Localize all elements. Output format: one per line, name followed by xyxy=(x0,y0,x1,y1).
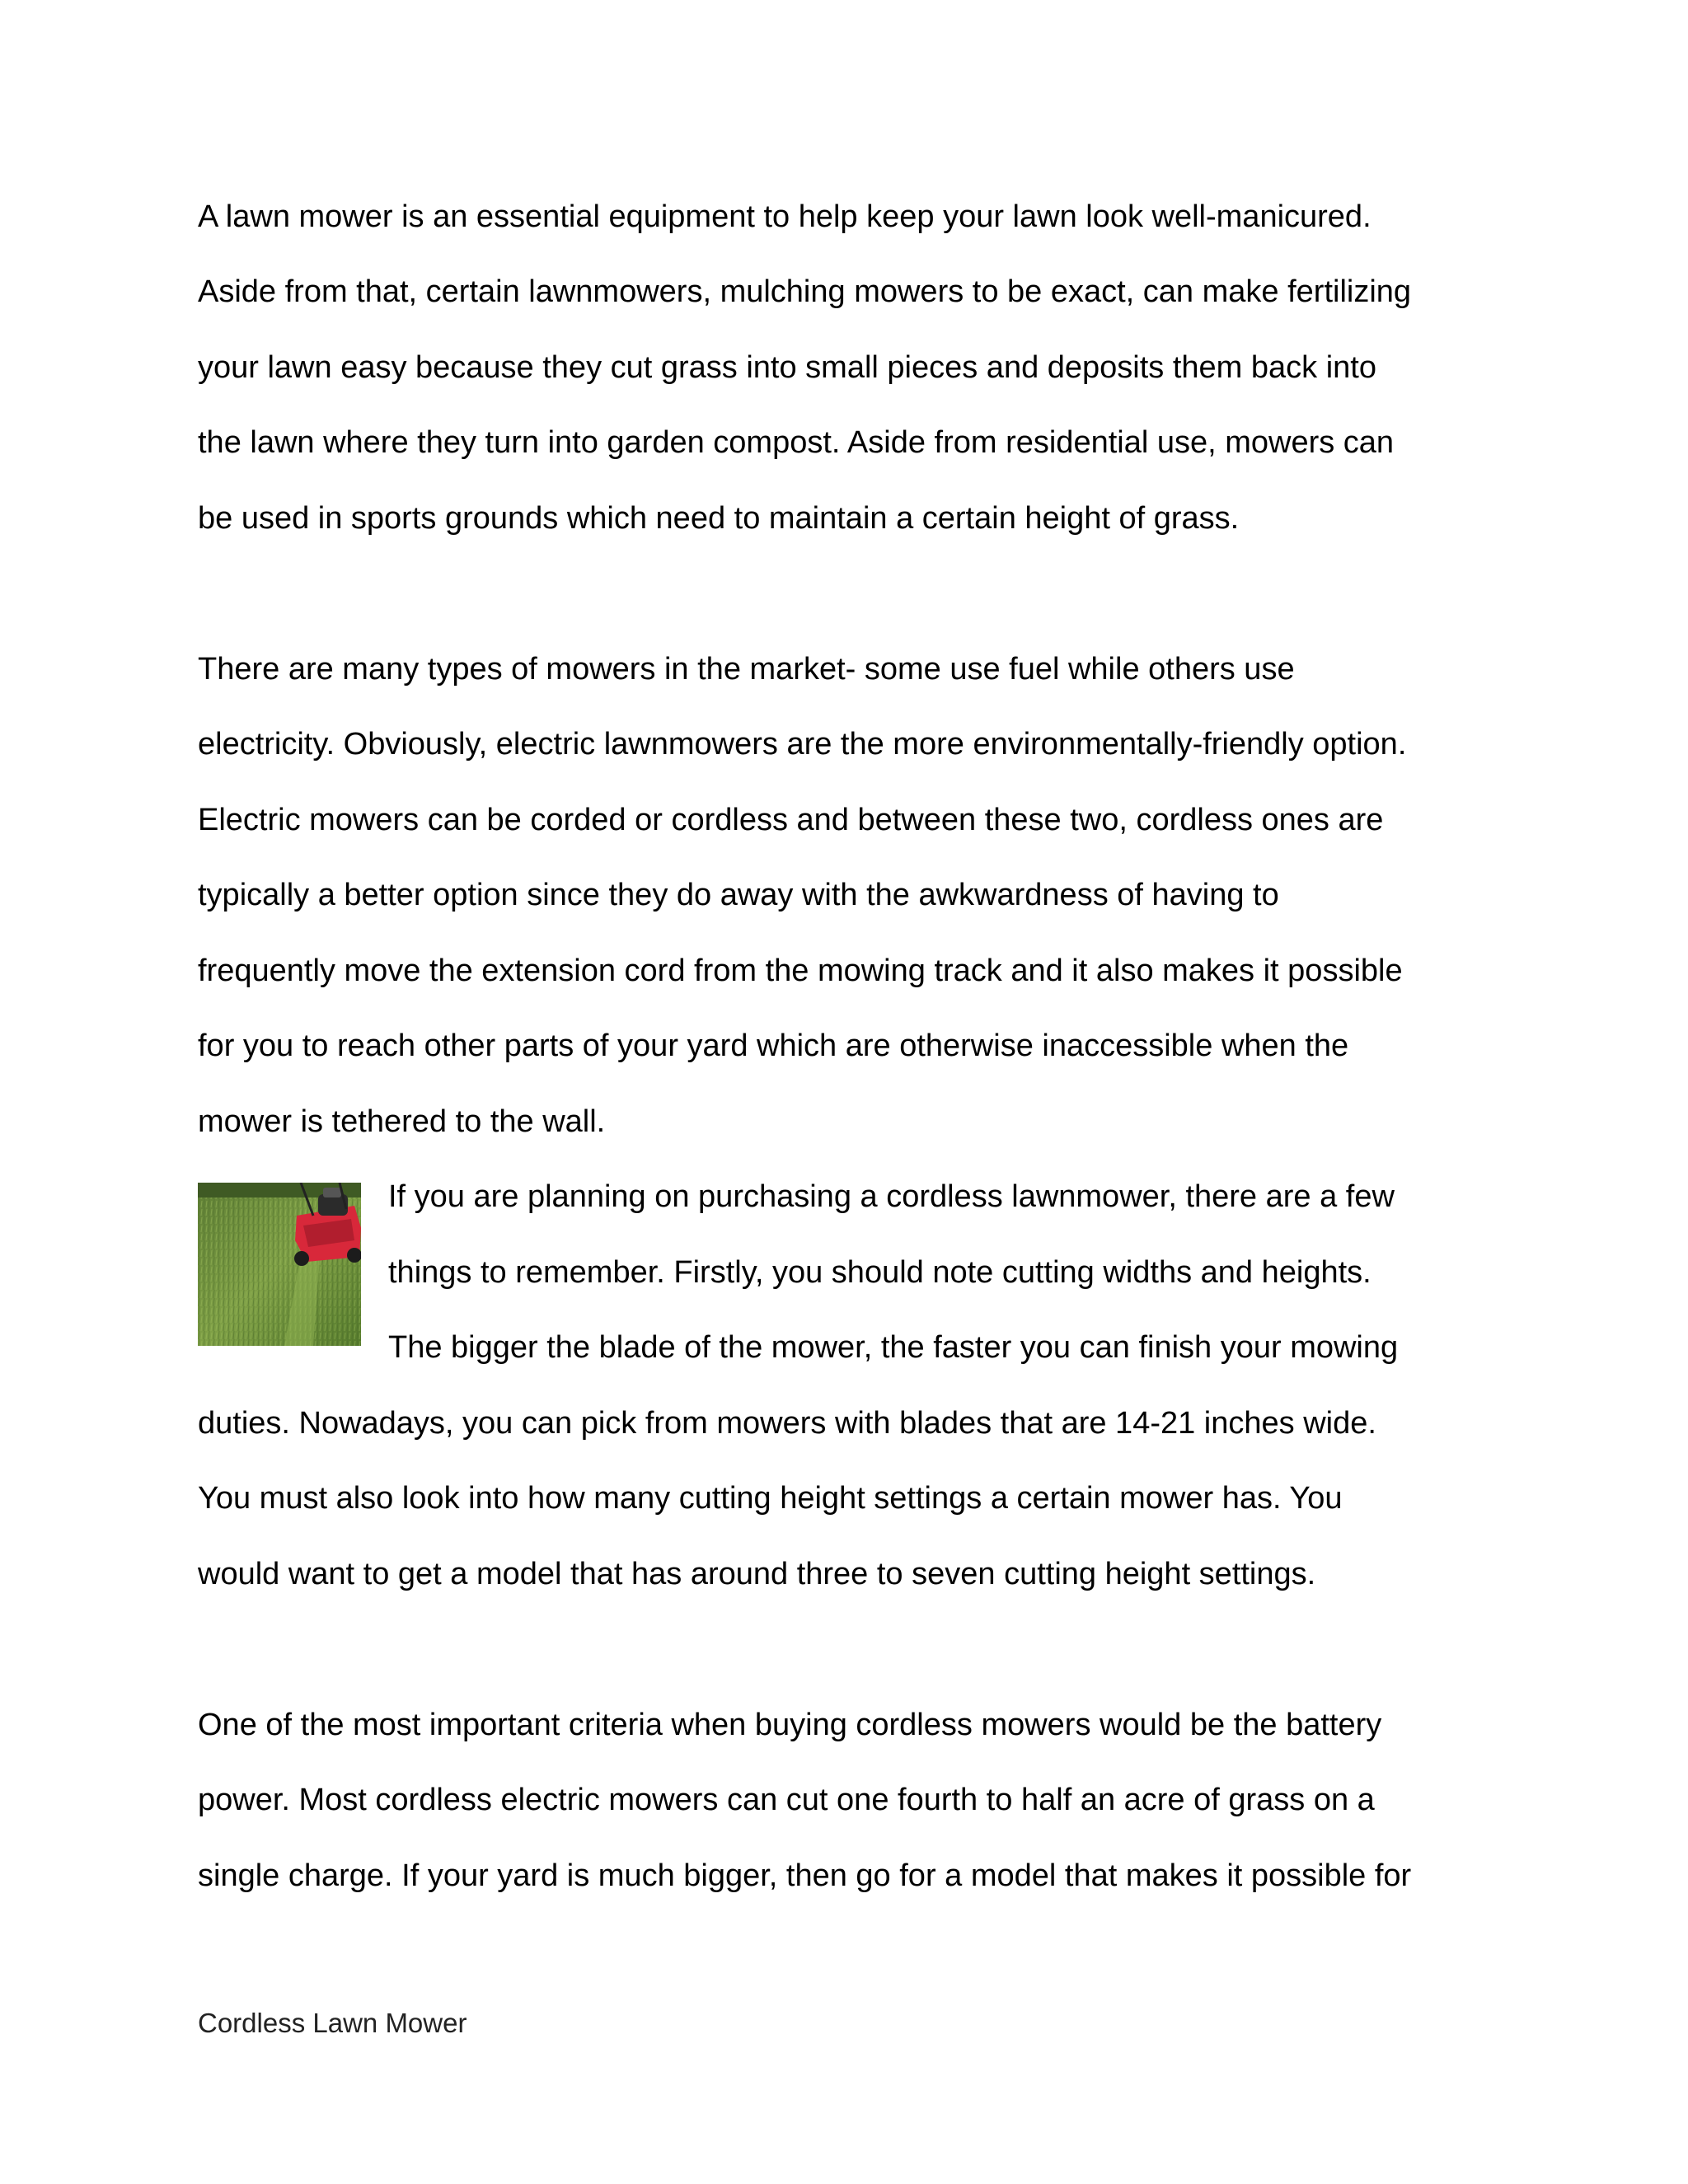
text-line: Aside from that, certain lawnmowers, mulching mowers to be exact, can make fertilizing xyxy=(198,274,1412,309)
text-line: You must also look into how many cutting height settings a certain mower has. You xyxy=(198,1481,1343,1516)
text-line: be used in sports grounds which need to maintain a certain height of grass. xyxy=(198,501,1240,536)
text-line: things to remember. Firstly, you should note cutting widths and heights. xyxy=(388,1255,1372,1290)
text-line: A lawn mower is an essential equipment to help keep your lawn look well-manicured. xyxy=(198,199,1372,234)
text-line: would want to get a model that has around three to seven cutting height settings. xyxy=(198,1557,1316,1591)
text-line: duties. Nowadays, you can pick from mowers with blades that are 14-21 inches wide. xyxy=(198,1406,1376,1441)
text-line: for you to reach other parts of your yard which are otherwise inaccessible when the xyxy=(198,1029,1349,1063)
text-line: your lawn easy because they cut grass into small pieces and deposits them back into xyxy=(198,350,1376,385)
text-line: mower is tethered to the wall. xyxy=(198,1104,606,1139)
text-line: Electric mowers can be corded or cordless and between these two, cordless ones are xyxy=(198,803,1384,837)
page-footer: Cordless Lawn Mower xyxy=(198,2008,467,2038)
text-line: single charge. If your yard is much bigger, then go for a model that makes it possible for xyxy=(198,1858,1412,1893)
text-line: The bigger the blade of the mower, the faster you can finish your mowing xyxy=(388,1330,1399,1365)
lawn-mower-photo xyxy=(198,1183,361,1346)
text-line: electricity. Obviously, electric lawnmowers are the more environmentally-friendly option. xyxy=(198,727,1407,762)
text-line: frequently move the extension cord from the mowing track and it also makes it possible xyxy=(198,954,1403,988)
text-line: There are many types of mowers in the market- some use fuel while others use xyxy=(198,652,1295,687)
text-line: One of the most important criteria when buying cordless mowers would be the battery xyxy=(198,1708,1382,1742)
text-line: If you are planning on purchasing a cordless lawnmower, there are a few xyxy=(388,1179,1395,1214)
text-line: power. Most cordless electric mowers can cut one fourth to half an acre of grass on a xyxy=(198,1783,1375,1817)
text-line: typically a better option since they do away with the awkwardness of having to xyxy=(198,878,1279,912)
text-line: the lawn where they turn into garden compost. Aside from residential use, mowers can xyxy=(198,425,1395,460)
